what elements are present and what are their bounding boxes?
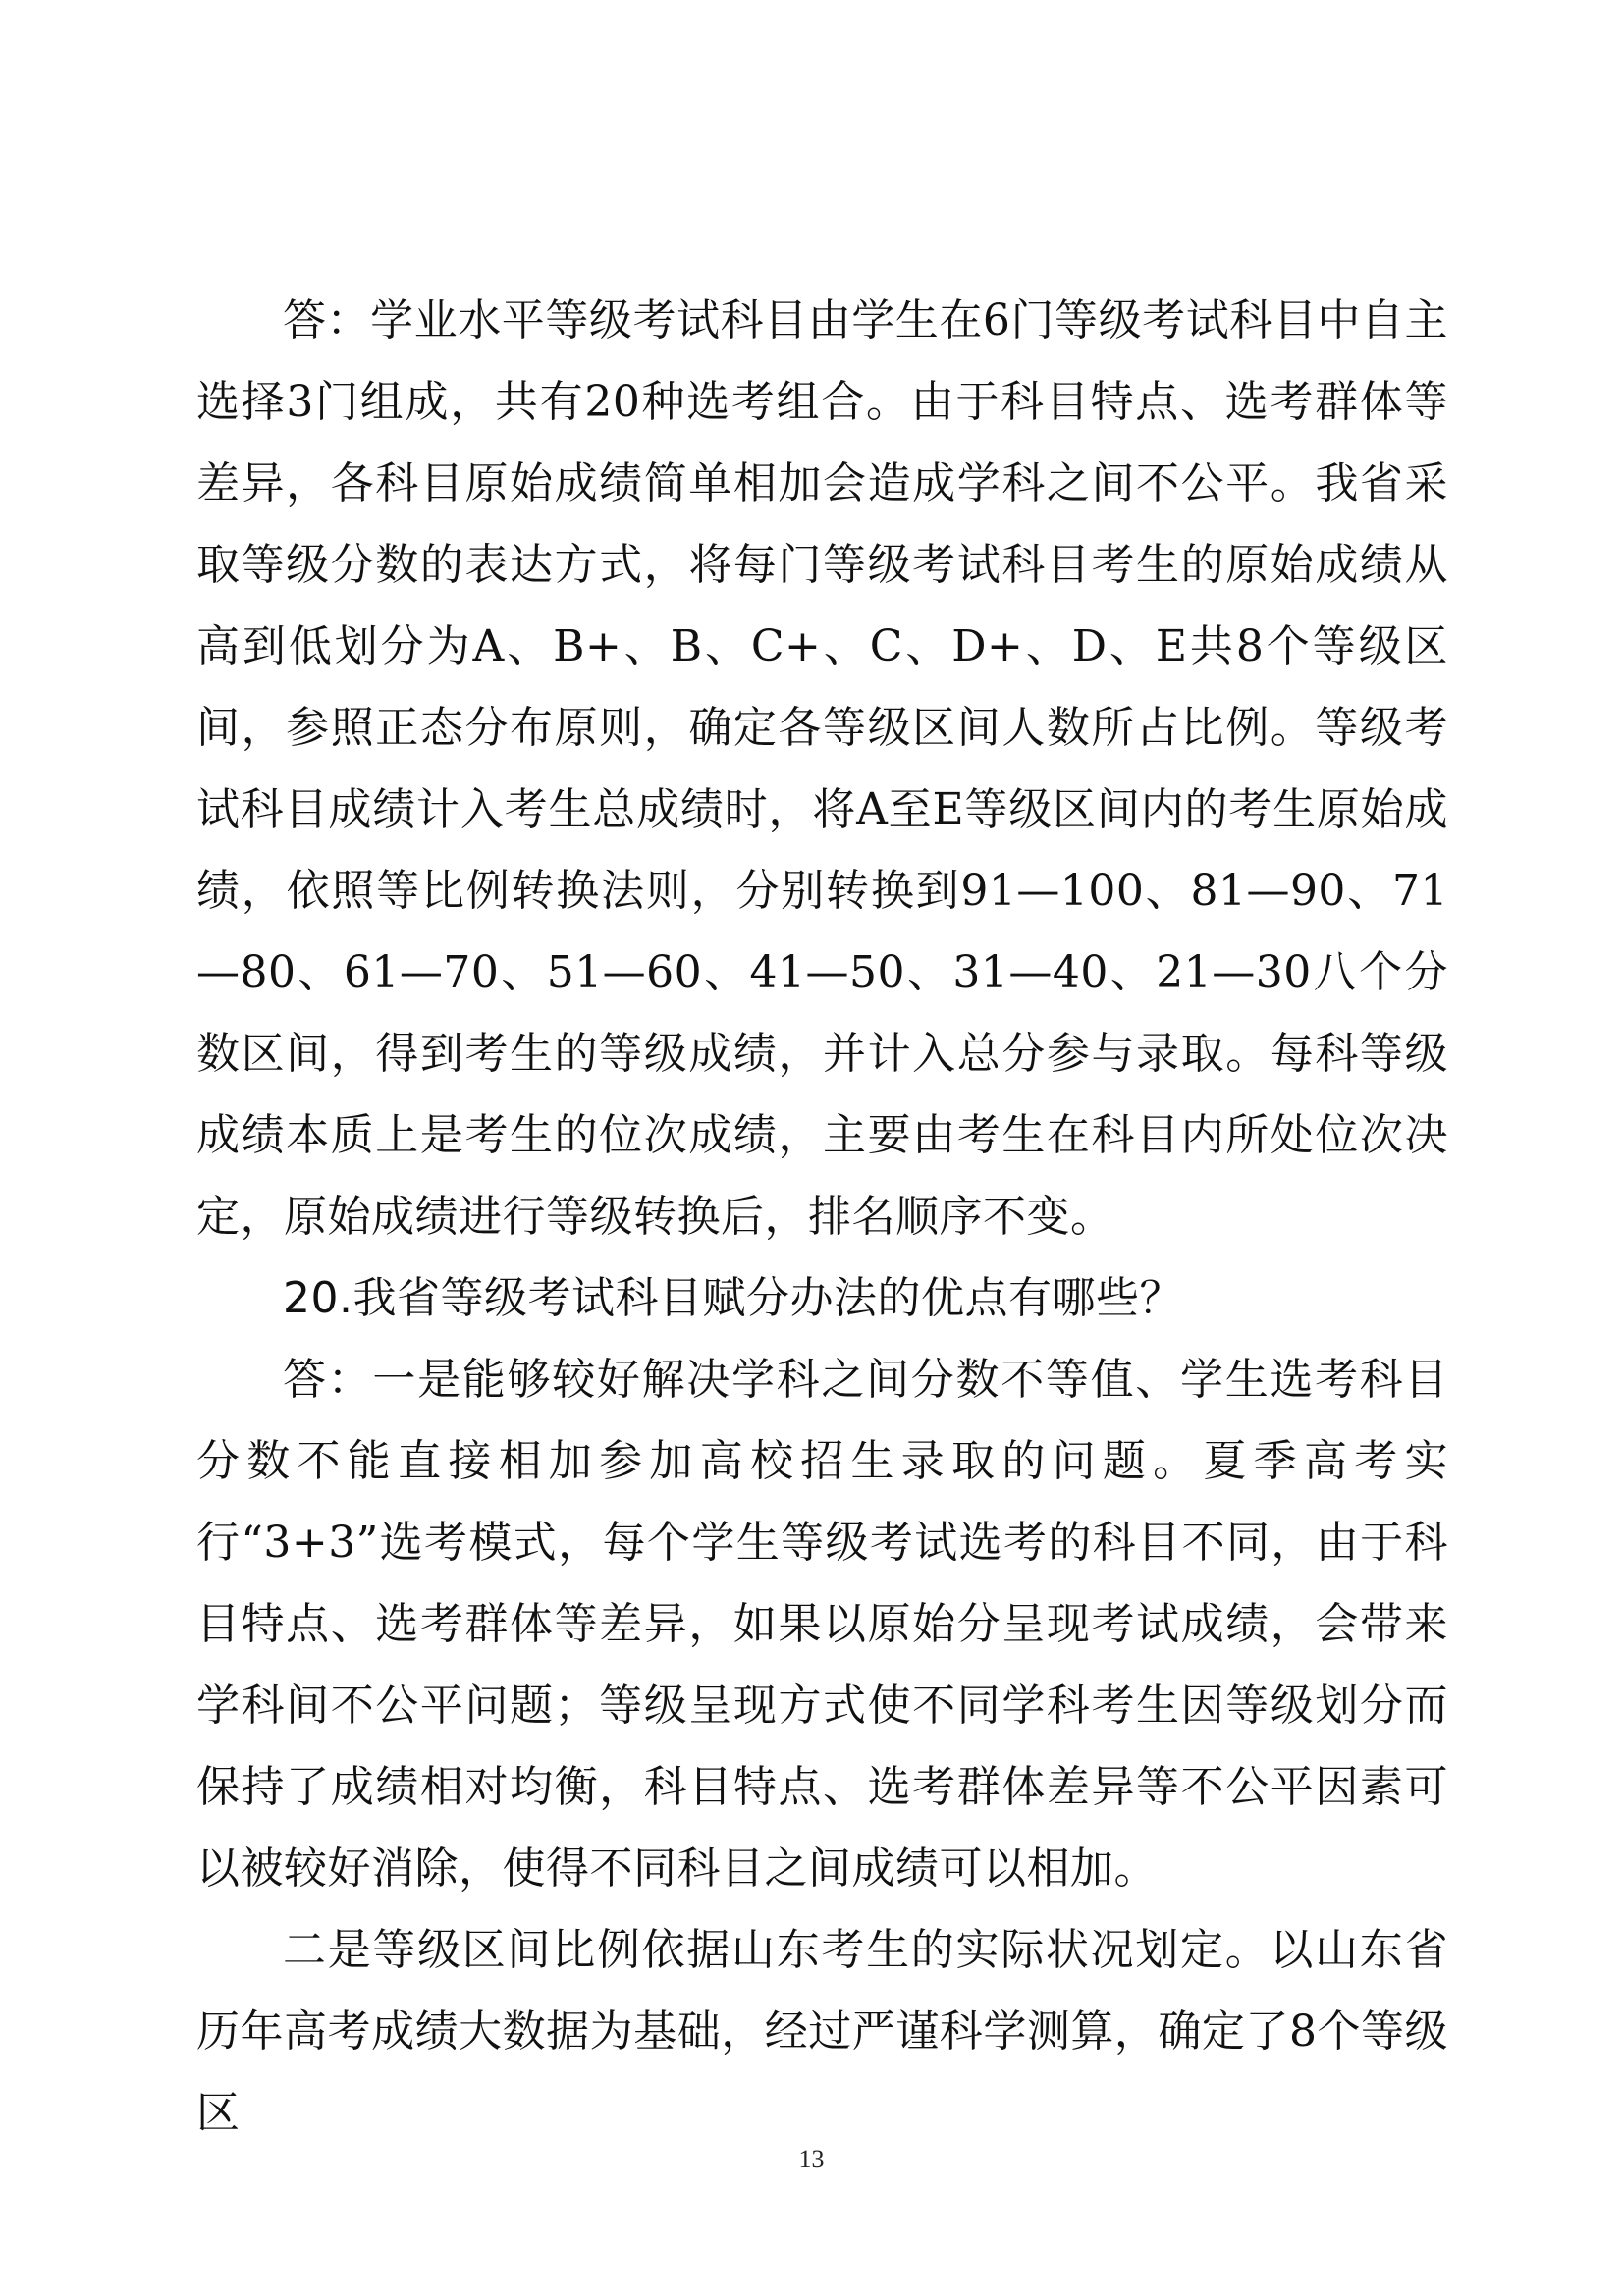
- page-number: 13: [798, 2145, 825, 2173]
- question-heading-20: 20.我省等级考试科目赋分办法的优点有哪些？: [283, 1273, 1183, 1323]
- answer-paragraph-20-part-2: 二是等级区间比例依据山东考生的实际状况划定。以山东省历年高考成绩大数据为基础，经过严谨科学测算，确定了8个等级区: [196, 1925, 1448, 2138]
- page-body: [196, 280, 1448, 2154]
- answer-paragraph-20-part-1: 答：一是能够较好解决学科之间分数不等值、学生选考科目分数不能直接相加参加高校招生录取的问题。夏季高考实行“3+3”选考模式，每个学生等级考试选考的科目不同，由于科目特点、选考群体等差异，如果以原始分呈现考试成绩，会带来学科间不公平问题；等级呈现方式使不同学科考生因等级划分而保持了成绩相对均衡，科目特点、选考群体差异等不公平因素可以被较好消除，使得不同科目之间成绩可以相加。: [196, 1355, 1448, 1894]
- answer-paragraph-19: 答：学业水平等级考试科目由学生在6门等级考试科目中自主选择3门组成，共有20种选考组合。由于科目特点、选考群体等差异，各科目原始成绩简单相加会造成学科之间不公平。我省采取等级分数的表达方式，将每门等级考试科目考生的原始成绩从高到低划分为A、B+、B、C+、C、D+、D、E共8个等级区间，参照正态分布原则，确定各等级区间人数所占比例。等级考试科目成绩计入考生总成绩时，将A至E等级区间内的考生原始成绩，依照等比例转换法则，分别转换到91—100、81—90、71—80、61—70、51—60、41—50、31—40、21—30八个分数区间，得到考生的等级成绩，并计入总分参与录取。每科等级成绩本质上是考生的位次成绩，主要由考生在科目内所处位次决定，原始成绩进行等级转换后，排名顺序不变。: [196, 295, 1448, 1242]
